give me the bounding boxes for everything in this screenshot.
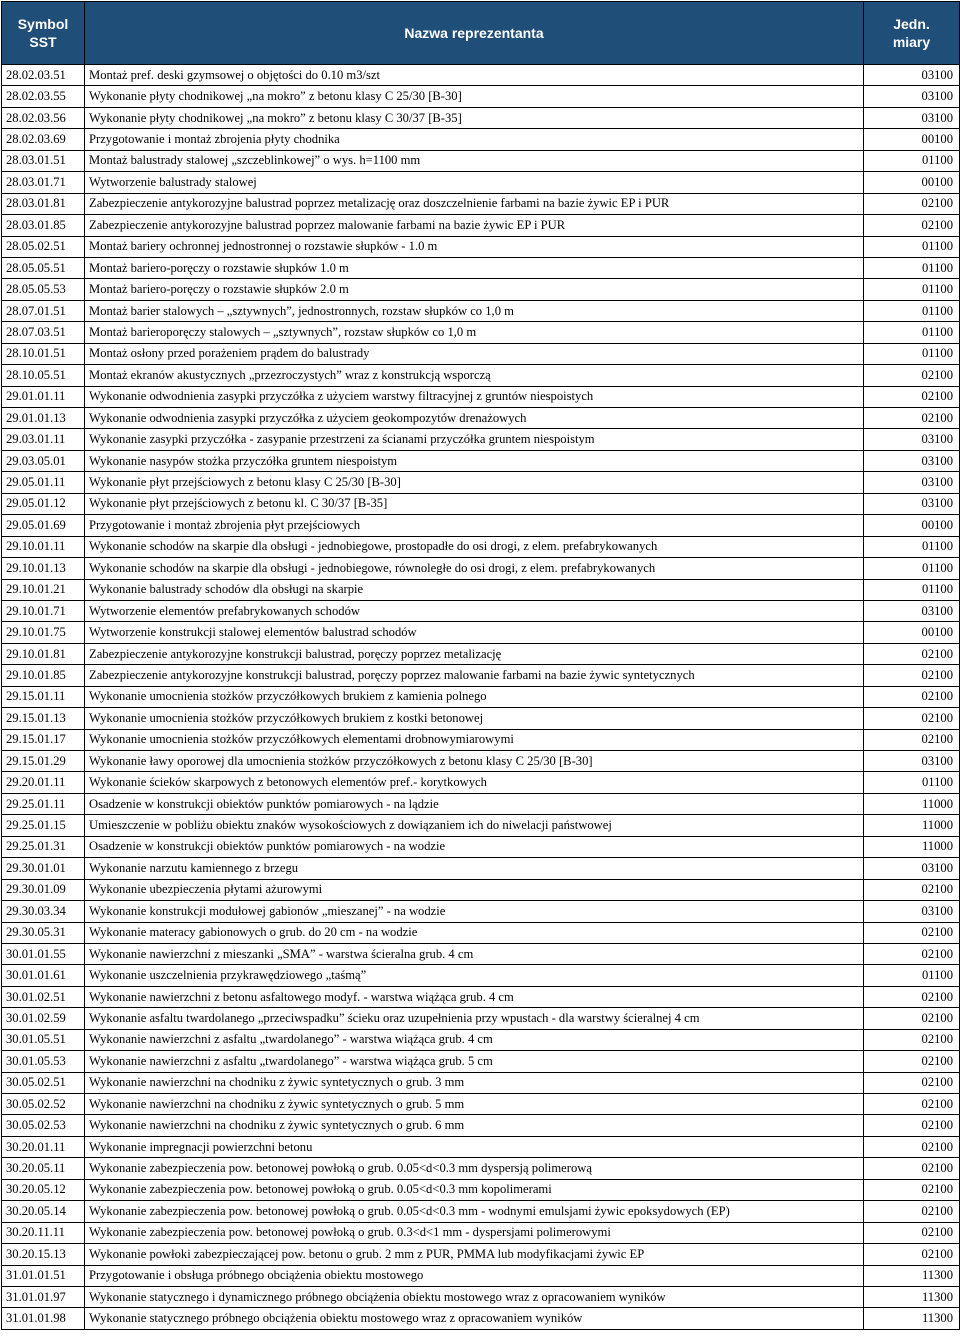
row-code: 29.30.01.09 — [2, 879, 85, 900]
row-name: Wykonanie nawierzchni na chodniku z żywic syntetycznych o grub. 6 mm — [85, 1115, 864, 1136]
row-code: 31.01.01.51 — [2, 1265, 85, 1286]
table-row — [2, 836, 960, 857]
table-row — [2, 751, 960, 772]
row-unit: 02100 — [864, 879, 960, 900]
row-unit: 00100 — [864, 172, 960, 193]
table-row — [2, 1201, 960, 1222]
row-code: 29.05.01.69 — [2, 515, 85, 536]
row-name: Wykonanie nawierzchni z mieszanki „SMA” - warstwa ścieralna grub. 4 cm — [85, 943, 864, 964]
row-unit: 02100 — [864, 1201, 960, 1222]
row-name: Wykonanie nawierzchni na chodniku z żywic syntetycznych o grub. 3 mm — [85, 1072, 864, 1093]
table-row — [2, 257, 960, 278]
row-unit: 01100 — [864, 536, 960, 557]
row-unit: 02100 — [864, 193, 960, 214]
row-unit: 02100 — [864, 1072, 960, 1093]
table-row — [2, 408, 960, 429]
table-row — [2, 515, 960, 536]
row-code: 28.03.01.71 — [2, 172, 85, 193]
row-code: 30.01.05.53 — [2, 1051, 85, 1072]
row-code: 28.02.03.51 — [2, 65, 85, 86]
row-code: 29.25.01.11 — [2, 793, 85, 814]
row-name: Wykonanie balustrady schodów dla obsługi na skarpie — [85, 579, 864, 600]
row-name: Wykonanie ubezpieczenia płytami ażurowymi — [85, 879, 864, 900]
row-name: Wykonanie płyt przejściowych z betonu klasy C 25/30 [B-30] — [85, 472, 864, 493]
row-name: Wytworzenie elementów prefabrykowanych schodów — [85, 600, 864, 621]
row-name: Wykonanie zabezpieczenia pow. betonowej powłoką o grub. 0.3<d<1 mm - dyspersjami polimerowymi — [85, 1222, 864, 1243]
row-code: 29.10.01.11 — [2, 536, 85, 557]
row-unit: 02100 — [864, 686, 960, 707]
row-code: 30.20.05.12 — [2, 1179, 85, 1200]
row-unit: 02100 — [864, 1008, 960, 1029]
table-row — [2, 901, 960, 922]
row-name: Montaż balustrady stalowej „szczeblinkowej” o wys. h=1100 mm — [85, 150, 864, 171]
table-row — [2, 986, 960, 1007]
row-code: 28.03.01.85 — [2, 215, 85, 236]
row-code: 30.20.05.11 — [2, 1158, 85, 1179]
table-row — [2, 686, 960, 707]
row-name: Wykonanie nawierzchni na chodniku z żywic syntetycznych o grub. 5 mm — [85, 1094, 864, 1115]
table-row — [2, 793, 960, 814]
row-code: 28.03.01.81 — [2, 193, 85, 214]
row-code: 29.15.01.11 — [2, 686, 85, 707]
row-code: 30.05.02.52 — [2, 1094, 85, 1115]
row-code: 29.25.01.31 — [2, 836, 85, 857]
row-code: 29.15.01.17 — [2, 729, 85, 750]
row-code: 30.01.05.51 — [2, 1029, 85, 1050]
row-code: 29.30.01.01 — [2, 858, 85, 879]
header-unit: Jedn. miary — [864, 2, 960, 65]
table-row — [2, 922, 960, 943]
row-name: Osadzenie w konstrukcji obiektów punktów pomiarowych - na wodzie — [85, 836, 864, 857]
table-row — [2, 1158, 960, 1179]
row-unit: 11300 — [864, 1286, 960, 1307]
row-unit: 02100 — [864, 1179, 960, 1200]
row-code: 28.03.01.51 — [2, 150, 85, 171]
row-unit: 11300 — [864, 1308, 960, 1329]
row-name: Wykonanie ścieków skarpowych z betonowych elementów pref.- korytkowych — [85, 772, 864, 793]
row-code: 29.10.01.21 — [2, 579, 85, 600]
table-row — [2, 879, 960, 900]
table-row — [2, 300, 960, 321]
table-row — [2, 172, 960, 193]
row-unit: 11300 — [864, 1265, 960, 1286]
row-code: 30.01.01.61 — [2, 965, 85, 986]
header-name: Nazwa reprezentanta — [85, 2, 864, 65]
row-unit: 01100 — [864, 343, 960, 364]
row-code: 30.05.02.53 — [2, 1115, 85, 1136]
row-unit: 03100 — [864, 858, 960, 879]
row-unit: 02100 — [864, 986, 960, 1007]
row-code: 30.20.15.13 — [2, 1244, 85, 1265]
row-unit: 02100 — [864, 365, 960, 386]
row-name: Montaż ekranów akustycznych „przezroczystych” wraz z konstrukcją wsporczą — [85, 365, 864, 386]
row-unit: 01100 — [864, 772, 960, 793]
row-code: 28.02.03.55 — [2, 86, 85, 107]
row-name: Zabezpieczenie antykorozyjne konstrukcji balustrad, poręczy poprzez metalizację — [85, 643, 864, 664]
row-unit: 02100 — [864, 643, 960, 664]
row-code: 29.30.03.34 — [2, 901, 85, 922]
row-unit: 01100 — [864, 300, 960, 321]
row-code: 29.10.01.81 — [2, 643, 85, 664]
row-code: 29.15.01.13 — [2, 708, 85, 729]
row-name: Wykonanie powłoki zabezpieczającej pow. betonu o grub. 2 mm z PUR, PMMA lub modyfikacjami żywic EP — [85, 1244, 864, 1265]
row-name: Wykonanie statycznego próbnego obciążenia obiektu mostowego wraz z opracowaniem wyników — [85, 1308, 864, 1329]
row-unit: 02100 — [864, 1136, 960, 1157]
row-code: 30.05.02.51 — [2, 1072, 85, 1093]
row-code: 29.10.01.75 — [2, 622, 85, 643]
row-code: 28.05.05.51 — [2, 257, 85, 278]
row-code: 29.20.01.11 — [2, 772, 85, 793]
row-unit: 02100 — [864, 729, 960, 750]
table-row — [2, 1072, 960, 1093]
row-unit: 01100 — [864, 322, 960, 343]
row-code: 29.10.01.71 — [2, 600, 85, 621]
table-row — [2, 643, 960, 664]
row-code: 29.25.01.15 — [2, 815, 85, 836]
row-unit: 02100 — [864, 1222, 960, 1243]
row-unit: 00100 — [864, 622, 960, 643]
row-unit: 01100 — [864, 257, 960, 278]
table-row — [2, 1136, 960, 1157]
row-unit: 03100 — [864, 901, 960, 922]
row-code: 29.15.01.29 — [2, 751, 85, 772]
row-name: Wykonanie odwodnienia zasypki przyczółka z użyciem warstwy filtracyjnej z gruntów niespoistych — [85, 386, 864, 407]
table-row — [2, 622, 960, 643]
row-code: 29.05.01.12 — [2, 493, 85, 514]
row-unit: 02100 — [864, 386, 960, 407]
table-row — [2, 1308, 960, 1329]
row-unit: 11000 — [864, 815, 960, 836]
row-name: Wykonanie zasypki przyczółka - zasypanie przestrzeni za ścianami przyczółka gruntem niespoistym — [85, 429, 864, 450]
row-unit: 00100 — [864, 129, 960, 150]
row-unit: 01100 — [864, 558, 960, 579]
row-unit: 03100 — [864, 472, 960, 493]
table-row — [2, 65, 960, 86]
row-name: Umieszczenie w pobliżu obiektu znaków wysokościowych z dowiązaniem ich do niwelacji państwowej — [85, 815, 864, 836]
row-name: Osadzenie w konstrukcji obiektów punktów pomiarowych - na lądzie — [85, 793, 864, 814]
table-row — [2, 193, 960, 214]
table-row — [2, 1008, 960, 1029]
table-row — [2, 150, 960, 171]
table-row — [2, 1051, 960, 1072]
row-name: Montaż barier stalowych – „sztywnych”, jednostronnych, rozstaw słupków co 1,0 m — [85, 300, 864, 321]
row-code: 29.01.01.11 — [2, 386, 85, 407]
table-row — [2, 450, 960, 471]
row-name: Wykonanie impregnacji powierzchni betonu — [85, 1136, 864, 1157]
table-row — [2, 1094, 960, 1115]
row-unit: 00100 — [864, 515, 960, 536]
row-name: Montaż pref. deski gzymsowej o objętości do 0.10 m3/szt — [85, 65, 864, 86]
row-unit: 02100 — [864, 1115, 960, 1136]
row-name: Wykonanie asfaltu twardolanego „przeciwspadku” ścieku oraz uzupełnienia przy wpustach - dla warstwy ścieralnej 4 cm — [85, 1008, 864, 1029]
table-row — [2, 1244, 960, 1265]
table-row — [2, 236, 960, 257]
table-row — [2, 536, 960, 557]
header-symbol: Symbol SST — [2, 2, 85, 65]
row-code: 30.01.02.59 — [2, 1008, 85, 1029]
row-code: 28.02.03.69 — [2, 129, 85, 150]
row-name: Przygotowanie i obsługa próbnego obciążenia obiektu mostowego — [85, 1265, 864, 1286]
table-row — [2, 665, 960, 686]
row-name: Wykonanie narzutu kamiennego z brzegu — [85, 858, 864, 879]
table-row — [2, 1115, 960, 1136]
row-name: Wykonanie nawierzchni z betonu asfaltowego modyf. - warstwa wiążąca grub. 4 cm — [85, 986, 864, 1007]
row-name: Wykonanie zabezpieczenia pow. betonowej powłoką o grub. 0.05<d<0.3 mm kopolimerami — [85, 1179, 864, 1200]
table-row — [2, 943, 960, 964]
row-name: Montaż barieroporęczy stalowych – „sztywnych”, rozstaw słupków co 1,0 m — [85, 322, 864, 343]
row-unit: 02100 — [864, 943, 960, 964]
row-name: Wykonanie płyt przejściowych z betonu kl. C 30/37 [B-35] — [85, 493, 864, 514]
row-code: 29.01.01.13 — [2, 408, 85, 429]
row-unit: 11000 — [864, 793, 960, 814]
row-code: 30.20.05.14 — [2, 1201, 85, 1222]
row-unit: 02100 — [864, 1094, 960, 1115]
row-unit: 11000 — [864, 836, 960, 857]
row-name: Wykonanie zabezpieczenia pow. betonowej powłoką o grub. 0.05<d<0.3 mm - wodnymi emulsjami żywic epoksydowych (EP) — [85, 1201, 864, 1222]
row-name: Zabezpieczenie antykorozyjne balustrad poprzez malowanie farbami na bazie żywic EP i PUR — [85, 215, 864, 236]
row-unit: 02100 — [864, 1158, 960, 1179]
row-code: 30.20.01.11 — [2, 1136, 85, 1157]
table-row — [2, 729, 960, 750]
table-header — [2, 2, 960, 65]
row-code: 30.20.11.11 — [2, 1222, 85, 1243]
row-name: Wykonanie konstrukcji modułowej gabionów „mieszanej” - na wodzie — [85, 901, 864, 922]
row-unit: 02100 — [864, 1029, 960, 1050]
table-row — [2, 129, 960, 150]
table-row — [2, 965, 960, 986]
row-name: Zabezpieczenie antykorozyjne konstrukcji balustrad, poręczy poprzez malowanie farbami na bazie żywic syntetycznych — [85, 665, 864, 686]
row-name: Wykonanie statycznego i dynamicznego próbnego obciążenia obiektu mostowego wraz z opracowaniem wyników — [85, 1286, 864, 1307]
row-name: Montaż bariero-poręczy o rozstawie słupków 2.0 m — [85, 279, 864, 300]
row-code: 31.01.01.98 — [2, 1308, 85, 1329]
row-code: 29.03.01.11 — [2, 429, 85, 450]
table-row — [2, 1222, 960, 1243]
row-name: Wykonanie schodów na skarpie dla obsługi - jednobiegowe, równoległe do osi drogi, z elem. prefabrykowanych — [85, 558, 864, 579]
row-unit: 03100 — [864, 429, 960, 450]
row-unit: 02100 — [864, 708, 960, 729]
row-code: 28.07.01.51 — [2, 300, 85, 321]
row-name: Wykonanie uszczelnienia przykrawędziowego „taśmą” — [85, 965, 864, 986]
row-code: 28.02.03.56 — [2, 107, 85, 128]
sst-table — [1, 1, 960, 1330]
row-name: Przygotowanie i montaż zbrojenia płyty chodnika — [85, 129, 864, 150]
row-code: 28.10.05.51 — [2, 365, 85, 386]
row-unit: 03100 — [864, 65, 960, 86]
row-code: 29.05.01.11 — [2, 472, 85, 493]
row-code: 28.10.01.51 — [2, 343, 85, 364]
table-row — [2, 858, 960, 879]
row-unit: 03100 — [864, 450, 960, 471]
table-row — [2, 815, 960, 836]
row-unit: 02100 — [864, 215, 960, 236]
row-unit: 01100 — [864, 965, 960, 986]
table-row — [2, 1265, 960, 1286]
row-name: Wykonanie zabezpieczenia pow. betonowej powłoką o grub. 0.05<d<0.3 mm dyspersją polimerową — [85, 1158, 864, 1179]
table-row — [2, 493, 960, 514]
table-body — [2, 65, 960, 1330]
row-code: 30.01.01.55 — [2, 943, 85, 964]
row-unit: 02100 — [864, 1051, 960, 1072]
row-name: Montaż osłony przed porażeniem prądem do balustrady — [85, 343, 864, 364]
table-row — [2, 386, 960, 407]
row-name: Wykonanie nasypów stożka przyczółka gruntem niespoistym — [85, 450, 864, 471]
row-code: 29.30.05.31 — [2, 922, 85, 943]
row-unit: 03100 — [864, 600, 960, 621]
row-name: Wykonanie umocnienia stożków przyczółkowych elementami drobnowymiarowymi — [85, 729, 864, 750]
row-unit: 02100 — [864, 408, 960, 429]
row-name: Wykonanie płyty chodnikowej „na mokro” z betonu klasy C 30/37 [B-35] — [85, 107, 864, 128]
table-row — [2, 708, 960, 729]
row-name: Wykonanie nawierzchni z asfaltu „twardolanego” - warstwa wiążąca grub. 5 cm — [85, 1051, 864, 1072]
row-code: 29.10.01.85 — [2, 665, 85, 686]
row-name: Wykonanie schodów na skarpie dla obsługi - jednobiegowe, prostopadłe do osi drogi, z elem. prefabrykowanych — [85, 536, 864, 557]
row-unit: 03100 — [864, 751, 960, 772]
table-row — [2, 322, 960, 343]
row-name: Montaż bariero-poręczy o rozstawie słupków 1.0 m — [85, 257, 864, 278]
row-name: Wykonanie ławy oporowej dla umocnienia stożków przyczółkowych z betonu klasy C 25/30 [B-30] — [85, 751, 864, 772]
table-row — [2, 107, 960, 128]
row-code: 28.07.03.51 — [2, 322, 85, 343]
table-row — [2, 365, 960, 386]
row-code: 29.03.05.01 — [2, 450, 85, 471]
row-unit: 03100 — [864, 107, 960, 128]
row-code: 29.10.01.13 — [2, 558, 85, 579]
row-name: Montaż bariery ochronnej jednostronnej o rozstawie słupków - 1.0 m — [85, 236, 864, 257]
row-name: Wytworzenie balustrady stalowej — [85, 172, 864, 193]
table-row — [2, 1286, 960, 1307]
table-row — [2, 343, 960, 364]
row-name: Zabezpieczenie antykorozyjne balustrad poprzez metalizację oraz doszczelnienie farbami na bazie żywic EP i PUR — [85, 193, 864, 214]
row-code: 28.05.05.53 — [2, 279, 85, 300]
row-code: 28.05.02.51 — [2, 236, 85, 257]
table-row — [2, 1029, 960, 1050]
row-unit: 01100 — [864, 279, 960, 300]
row-unit: 03100 — [864, 493, 960, 514]
table-row — [2, 579, 960, 600]
row-name: Wytworzenie konstrukcji stalowej elementów balustrad schodów — [85, 622, 864, 643]
row-name: Wykonanie umocnienia stożków przyczółkowych brukiem z kamienia polnego — [85, 686, 864, 707]
row-unit: 01100 — [864, 150, 960, 171]
row-unit: 01100 — [864, 236, 960, 257]
row-name: Wykonanie materacy gabionowych o grub. do 20 cm - na wodzie — [85, 922, 864, 943]
table-row — [2, 600, 960, 621]
table-row — [2, 86, 960, 107]
row-name: Przygotowanie i montaż zbrojenia płyt przejściowych — [85, 515, 864, 536]
row-name: Wykonanie płyty chodnikowej „na mokro” z betonu klasy C 25/30 [B-30] — [85, 86, 864, 107]
table-row — [2, 558, 960, 579]
row-name: Wykonanie odwodnienia zasypki przyczółka z użyciem geokompozytów drenażowych — [85, 408, 864, 429]
row-name: Wykonanie nawierzchni z asfaltu „twardolanego” - warstwa wiążąca grub. 4 cm — [85, 1029, 864, 1050]
row-unit: 01100 — [864, 579, 960, 600]
row-code: 30.01.02.51 — [2, 986, 85, 1007]
table-row — [2, 429, 960, 450]
table-row — [2, 772, 960, 793]
table-row — [2, 279, 960, 300]
table-row — [2, 1179, 960, 1200]
row-unit: 02100 — [864, 1244, 960, 1265]
row-code: 31.01.01.97 — [2, 1286, 85, 1307]
table-row — [2, 472, 960, 493]
row-unit: 03100 — [864, 86, 960, 107]
row-unit: 02100 — [864, 665, 960, 686]
row-unit: 02100 — [864, 922, 960, 943]
table-row — [2, 215, 960, 236]
row-name: Wykonanie umocnienia stożków przyczółkowych brukiem z kostki betonowej — [85, 708, 864, 729]
